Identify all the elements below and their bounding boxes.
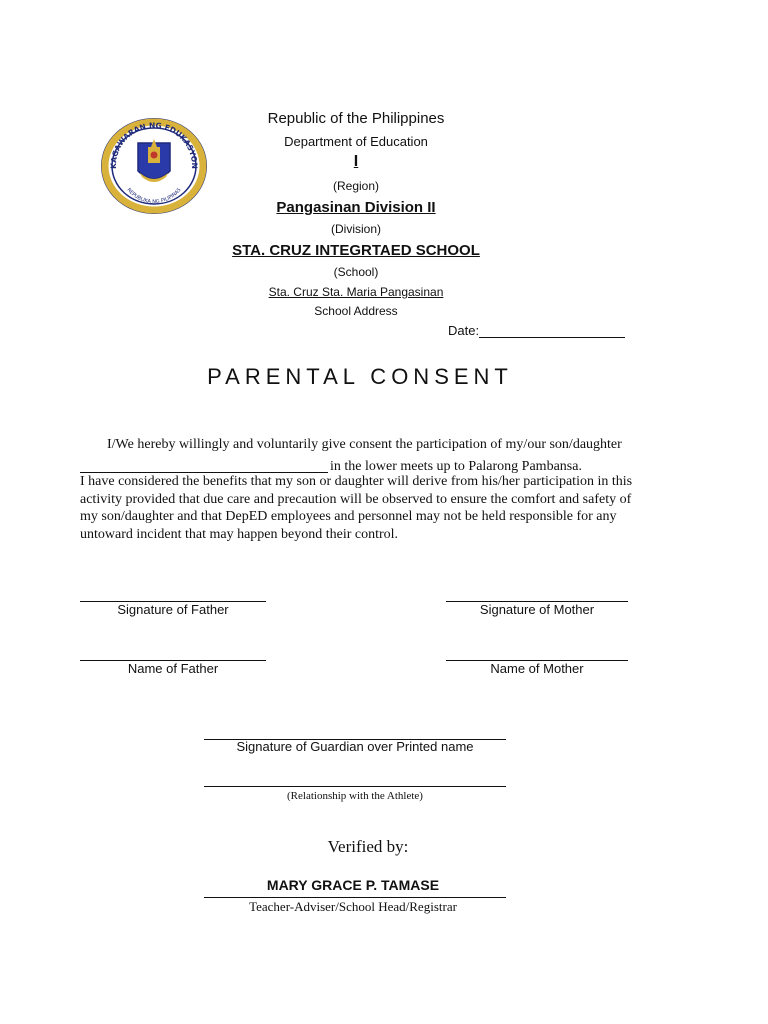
department-heading: Department of Education xyxy=(284,134,428,149)
consent-paragraph-1-continuation: in the lower meets up to Palarong Pambansa. xyxy=(330,459,582,474)
father-name-label: Name of Father xyxy=(127,661,219,676)
document-title: PARENTAL CONSENT xyxy=(207,364,513,389)
school-label: (School) xyxy=(333,265,379,279)
verifier-role: Teacher-Adviser/School Head/Registrar xyxy=(249,899,457,914)
father-signature-label: Signature of Father xyxy=(117,602,229,617)
region-value: I xyxy=(353,153,359,170)
mother-name-label: Name of Mother xyxy=(490,661,584,676)
verified-by-label: Verified by: xyxy=(327,837,409,856)
school-address-label: School Address xyxy=(314,304,398,318)
republic-heading: Republic of the Philippines xyxy=(267,110,445,127)
date-label: Date: xyxy=(448,323,480,338)
region-label: (Region) xyxy=(332,179,380,193)
mother-signature-label: Signature of Mother xyxy=(479,602,595,617)
division-label: (Division) xyxy=(330,222,381,236)
relationship-label: (Relationship with the Athlete) xyxy=(287,790,423,802)
svg-text:KAGAWARAN NG EDUKASYON: KAGAWARAN NG EDUKASYON xyxy=(108,120,200,169)
svg-text:REPUBLIKA NG PILIPINAS: REPUBLIKA NG PILIPINAS xyxy=(125,187,183,206)
school-address-value: Sta. Cruz Sta. Maria Pangasinan xyxy=(268,285,444,299)
consent-paragraph-2: I have considered the benefits that my son or daughter will derive from his/her participation in this activity provided that due care and precaution will be observed to ensure the comfort and safety of my son/daughter and that DepED employees and personnel may not be held responsible for any untoward incident that may happen beyond their control. xyxy=(80,474,633,543)
division-value: Pangasinan Division II xyxy=(276,199,436,216)
relationship-line xyxy=(204,786,506,787)
school-name: STA. CRUZ INTEGRTAED SCHOOL xyxy=(232,242,480,259)
guardian-signature-label: Signature of Guardian over Printed name xyxy=(236,739,474,754)
verifier-name: MARY GRACE P. TAMASE xyxy=(266,877,440,893)
verifier-signature-line xyxy=(204,897,506,898)
date-blank-line xyxy=(479,337,625,338)
consent-paragraph-1: I/We hereby willingly and voluntarily give consent the participation of my/our son/daughter xyxy=(107,437,622,452)
